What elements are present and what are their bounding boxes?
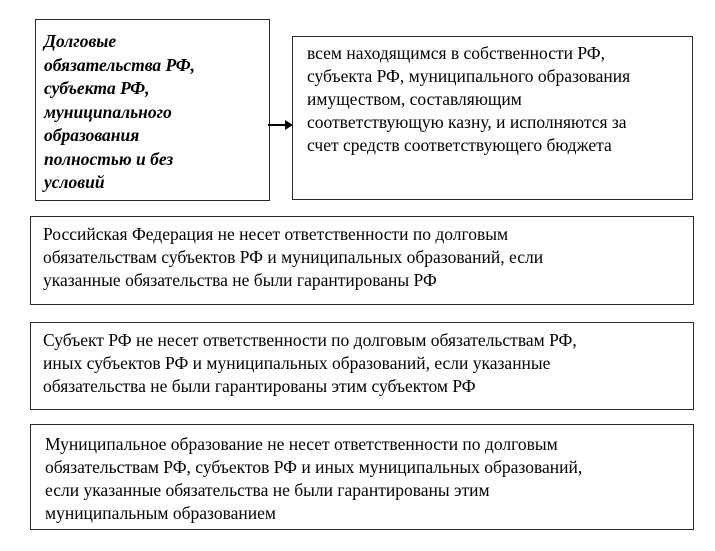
- municipal-rule-text: Муниципальное образование не несет ответственности по долговым обязательствам РФ, субъектов РФ и иных муниципальных образований, если указанные обязательства не были гарантированы этим муниципальным образованием: [45, 434, 583, 523]
- federation-rule-box: [30, 216, 694, 305]
- liability-box: [35, 19, 270, 201]
- federation-rule-text: Российская Федерация не несет ответственности по долговым обязательствам субъектов РФ и муниципальных образований, если указанные обязательства не были гарантированы РФ: [43, 224, 544, 290]
- subject-rule-box: [30, 322, 694, 410]
- secured-by-text: всем находящимся в собственности РФ, субъекта РФ, муниципального образования имуществом, составляющим соответствующую казну, и исполняются за счет средств соответствующего бюджета: [307, 43, 631, 155]
- subject-rule-text: Субъект РФ не несет ответственности по долговым обязательствам РФ, иных субъектов РФ и муниципальных образований, если указанные обязательства не были гарантированы этим субъектом РФ: [43, 330, 577, 396]
- municipal-rule-box: [30, 424, 694, 530]
- arrow-right-icon: [268, 118, 294, 132]
- liability-text: Долговые обязательства РФ, субъекта РФ, муниципального образования полностью и без условий: [44, 31, 196, 192]
- secured-by-box: [292, 36, 693, 200]
